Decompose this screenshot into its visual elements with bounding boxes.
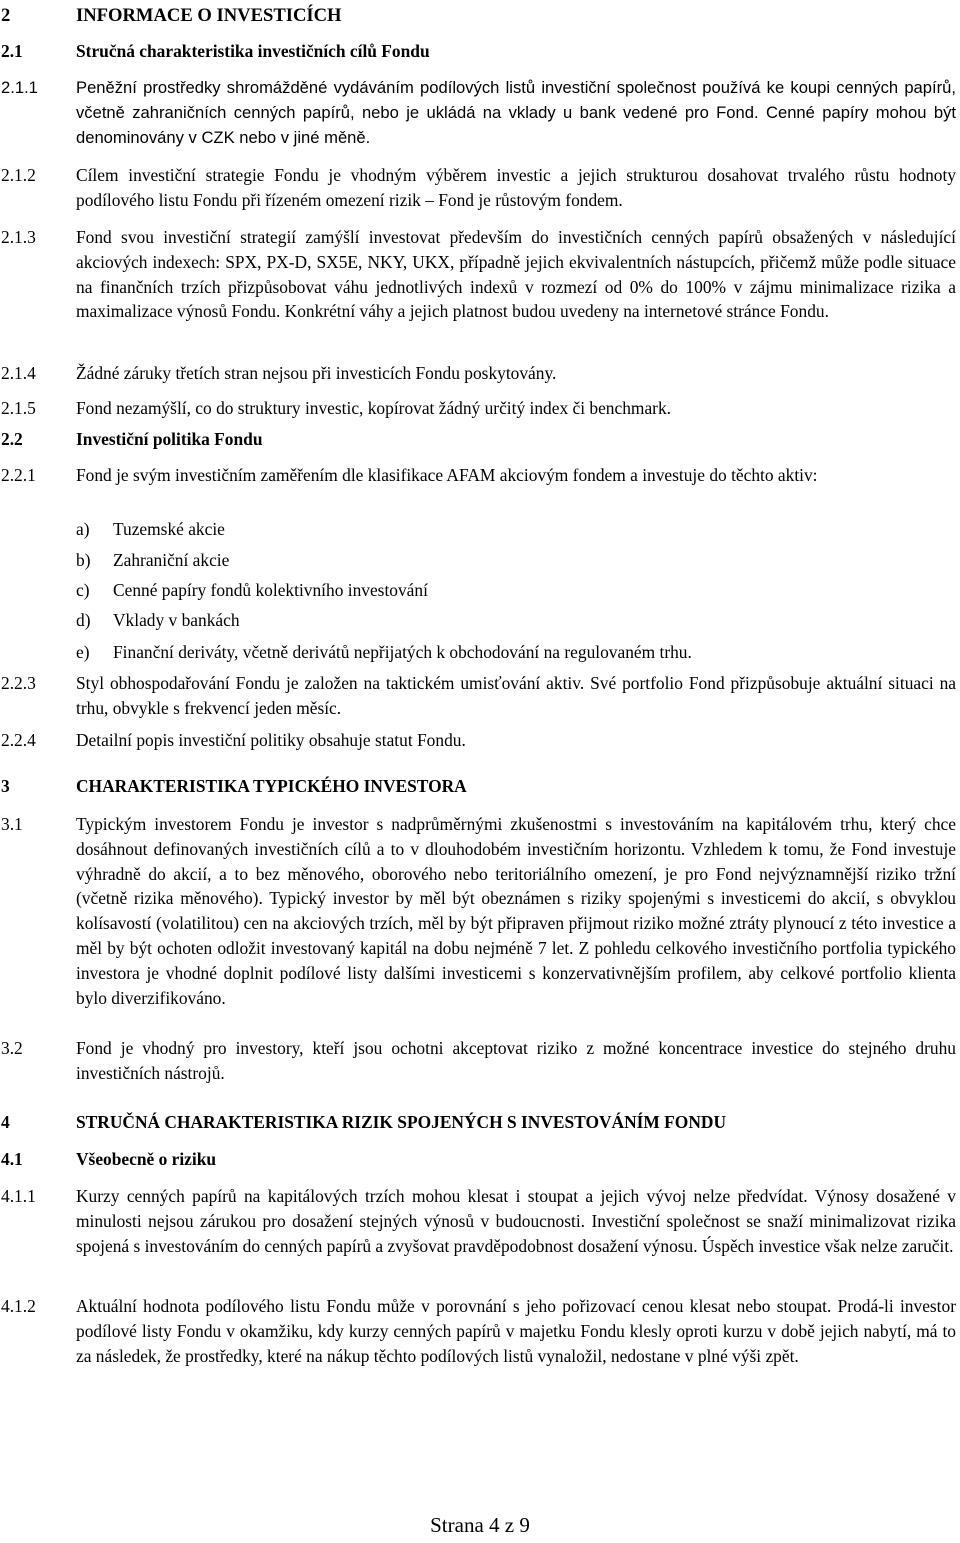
list-item-text: Finanční deriváty, včetně derivátů nepřijatých k obchodování na regulovaném trhu. [113,642,692,662]
list-item-text: Tuzemské akcie [113,519,225,539]
list-item [76,640,692,665]
paragraph-text: Fond je vhodný pro investory, kteří jsou ochotni akceptovat riziko z možné koncentrace investice do stejného druhu investičních nástrojů. [76,1038,956,1083]
list-item-text: Zahraniční akcie [113,550,230,570]
paragraph-4-1-1 [0,1184,960,1258]
paragraph-text: Styl obhospodařování Fondu je založen na taktickém umisťování aktiv. Své portfolio Fond přizpůsobuje aktuální situaci na trhu, obvykle s frekvencí jeden měsíc. [76,673,956,718]
list-item-label: a) [76,519,90,539]
paragraph-number: 4.1.1 [1,1186,36,1206]
heading-number: 2.2 [1,429,23,449]
paragraph-2-1-4 [0,361,960,386]
list-item [76,517,225,542]
paragraph-number: 2.2.4 [1,730,36,750]
paragraph-text: Fond je svým investičním zaměřením dle klasifikace AFAM akciovým fondem a investuje do těchto aktiv: [76,465,818,485]
heading-2-2 [0,427,960,452]
list-item [76,608,240,633]
paragraph-number: 2.1.3 [1,227,36,247]
paragraph-2-1-3 [0,225,960,324]
paragraph-2-1-1 [0,76,960,150]
paragraph-text: Cílem investiční strategie Fondu je vhodným výběrem investic a jejich strukturou dosahovat trvalého růstu hodnoty podílového listu Fondu při řízeném omezení rizik – Fond je růstovým fondem. [76,165,956,210]
heading-number: 4.1 [1,1149,23,1169]
paragraph-text: Aktuální hodnota podílového listu Fondu může v porovnání s jeho pořizovací cenou klesat nebo stoupat. Prodá-li investor podílové listy Fondu v okamžiku, kdy kurzy cenných papírů v majetku Fondu klesly oproti kurzu v době jejich nabytí, má to za následek, že prostředky, které na nákup těchto podílových listů vynaložil, nedostane v plné výši zpět. [76,1296,956,1366]
heading-title: Všeobecně o riziku [76,1149,217,1169]
heading-4-1 [0,1147,960,1172]
paragraph-number: 2.1.5 [1,398,36,418]
list-item [76,578,428,603]
heading-title: STRUČNÁ CHARAKTERISTIKA RIZIK SPOJENÝCH S INVESTOVÁNÍM FONDU [76,1112,726,1132]
list-item-label: b) [76,550,91,570]
heading-2 [0,4,960,29]
paragraph-2-1-2 [0,163,960,213]
paragraph-2-2-3 [0,671,960,721]
paragraph-text: Peněžní prostředky shromážděné vydáváním podílových listů investiční společnost používá ke koupi cenných papírů, včetně zahraničních cenných papírů, nebo je ukládá na vklady u bank vedené pro Fond. Cenné papíry mohou být denominovány v CZK nebo v jiné měně. [76,78,956,147]
heading-number: 2.1 [1,41,23,61]
paragraph-number: 3.2 [1,1038,23,1058]
list-item-text: Vklady v bankách [113,610,240,630]
heading-number: 3 [1,776,10,796]
heading-2-1 [0,39,960,64]
paragraph-number: 2.1.4 [1,363,36,383]
paragraph-text: Fond nezamýšlí, co do struktury investic, kopírovat žádný určitý index či benchmark. [76,398,672,418]
paragraph-2-2-1 [0,463,960,488]
heading-title: Stručná charakteristika investičních cílů Fondu [76,41,430,61]
paragraph-2-2-4 [0,728,960,753]
paragraph-number: 2.1.1 [1,78,38,97]
heading-title: Investiční politika Fondu [76,429,263,449]
heading-title: INFORMACE O INVESTICÍCH [76,5,342,26]
paragraph-number: 2.1.2 [1,165,36,185]
paragraph-number: 2.2.1 [1,465,36,485]
heading-4 [0,1110,960,1135]
list-item-label: c) [76,580,90,600]
heading-title: CHARAKTERISTIKA TYPICKÉHO INVESTORA [76,776,467,796]
paragraph-3-1 [0,812,960,1010]
paragraph-text: Detailní popis investiční politiky obsahuje statut Fondu. [76,730,466,750]
paragraph-number: 3.1 [1,814,23,834]
list-item-label: e) [76,642,90,662]
paragraph-number: 2.2.3 [1,673,36,693]
list-item-label: d) [76,610,91,630]
heading-3 [0,774,960,799]
paragraph-text: Typickým investorem Fondu je investor s nadprůměrnými zkušenostmi s investováním na kapitálovém trhu, který chce dosáhnout definovaných investičních cílů a to v dlouhodobém investičním horizontu. Vzhledem k tomu, že Fond investuje výhradně do akcií, a to bez měnového, oborového nebo teritoriálního omezení, je pro Fond nejvýznamnější riziko tržní (včetně rizika měnového). Typický investor by měl být obeznámen s riziky spojenými s investicemi do akcií, s obvyklou kolísavostí (volatilitou) cen na akciových trzích, měl by být připraven přijmout riziko možné ztráty plynoucí z této investice a měl by být ochoten odložit investovaný kapitál na dobu nejméně 7 let. Z pohledu celkového investičního portfolia typického investora je vhodné doplnit podílové listy dalšími investicemi s konzervativnějším profilem, aby celkové portfolio klienta bylo diverzifikováno. [76,814,956,1008]
heading-number: 4 [1,1112,10,1132]
list-item [76,548,229,573]
paragraph-text: Žádné záruky třetích stran nejsou při investicích Fondu poskytovány. [76,363,557,383]
paragraph-4-1-2 [0,1294,960,1368]
paragraph-text: Kurzy cenných papírů na kapitálových trzích mohou klesat i stoupat a jejich vývoj nelze předvídat. Výnosy dosažené v minulosti nejsou zárukou pro dosažení stejných výnosů v budoucnosti. Investiční společnost se snaží minimalizovat rizika spojená s investováním do cenných papírů a zvyšovat pravděpodobnost dosažení výnosu. Úspěch investice však nelze zaručit. [76,1186,956,1256]
page-number-footer: Strana 4 z 9 [430,1513,530,1537]
paragraph-2-1-5 [0,396,960,421]
heading-number: 2 [1,5,11,26]
paragraph-3-2 [0,1036,960,1086]
list-item-text: Cenné papíry fondů kolektivního investování [113,580,428,600]
paragraph-text: Fond svou investiční strategií zamýšlí investovat především do investičních cenných papírů obsažených v následující akciových indexech: SPX, PX-D, SX5E, NKY, UKX, případně jejich ekvivalentních nástupcích, přičemž může podle situace na finančních trzích přizpůsobovat váhu jednotlivých indexů v rozmezí od 0% do 100% v zájmu minimalizace rizika a maximalizace výnosů Fondu. Konkrétní váhy a jejich platnost budou uvedeny na internetové stránce Fondu. [76,227,956,322]
paragraph-number: 4.1.2 [1,1296,36,1316]
